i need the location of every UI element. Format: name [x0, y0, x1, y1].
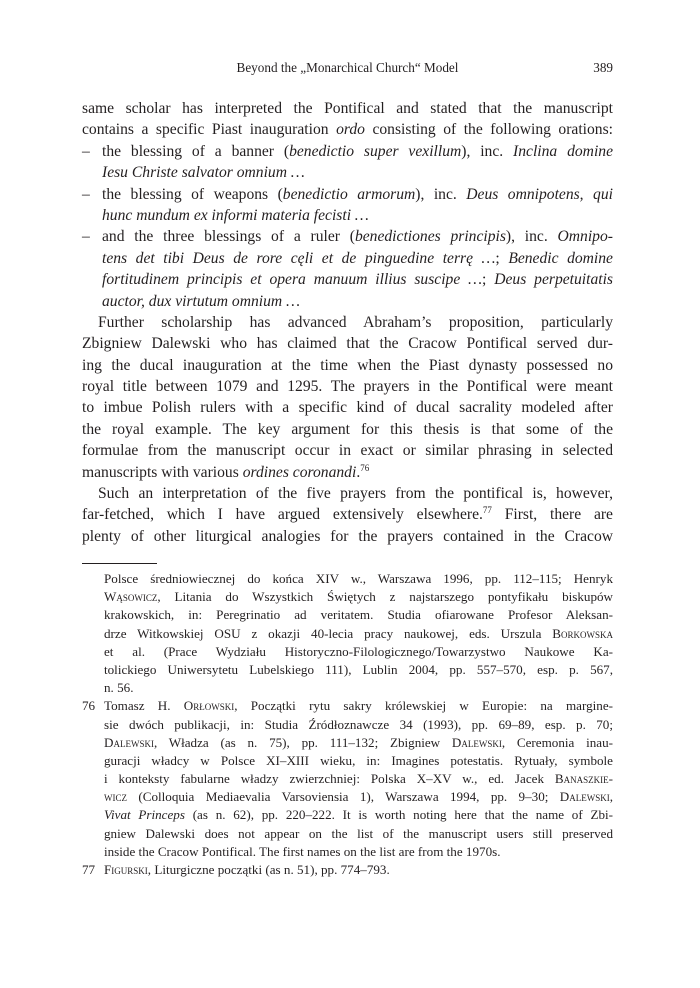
- author-name: Wąsowicz: [104, 589, 158, 605]
- text-run: ,: [609, 789, 613, 805]
- text-line: [82, 119, 613, 140]
- italic-term: benedictiones principis: [354, 228, 506, 246]
- italic-term: benedictio super vexillum: [289, 142, 462, 160]
- author-name: Dalewski: [451, 734, 502, 750]
- text-run: contains a specific Piast inauguration: [82, 121, 337, 139]
- italic-term: Inclina domine: [513, 142, 613, 160]
- text-line: royal title between 1079 and 1295. The prayers in the Pontifical were meant: [82, 378, 613, 396]
- note-line: [104, 625, 613, 643]
- note-line: n. 56.: [104, 680, 134, 696]
- note-line: sie dwóch publikacji, in: Studia Źródłoznawcze 34 (1993), pp. 69–89, esp. p. 70;: [104, 716, 613, 732]
- running-title: Beyond the „Monarchical Church“ Model: [236, 60, 459, 75]
- note-line: [104, 588, 613, 606]
- note-line: [104, 697, 613, 715]
- main-text: [82, 98, 613, 547]
- text-run: First, there are: [491, 506, 613, 524]
- text-run: drze Witkowskiej OSU z okazji 40-lecia pracy naukowej, eds. Urszula: [104, 625, 553, 641]
- text-run: ;: [495, 249, 509, 267]
- footnote-continued: [82, 570, 613, 697]
- dash-bullet: –: [82, 228, 90, 246]
- text-run: .: [356, 463, 361, 481]
- text-run: consisting of the following orations:: [364, 121, 613, 139]
- text-line: Such an interpretation of the five prayers from the pontifical is, however,: [98, 485, 613, 503]
- italic-term: tens det tibi Deus de rore cęli et de pinguedine terrę …: [102, 249, 496, 267]
- text-run: , Władza (as n. 75), pp. 111–132; Zbigniew: [153, 734, 452, 750]
- text-line: [102, 205, 613, 226]
- text-line: [102, 162, 613, 183]
- italic-term: auctor, dux virtutum omnium …: [102, 292, 300, 310]
- footnote-ref-76[interactable]: 76: [360, 462, 370, 473]
- footnote-number: 76: [82, 698, 96, 714]
- text-run: , Początki rytu sakry królewskiej w Europie: na margine-: [234, 698, 614, 714]
- text-line: [102, 291, 613, 312]
- italic-term: Benedic domine: [508, 249, 613, 267]
- text-run: Tomasz H.: [104, 698, 184, 714]
- footnote-ref-77[interactable]: 77: [482, 505, 492, 516]
- italic-title: Vivat Princeps: [104, 807, 185, 823]
- text-run: , Ceremonia inau-: [501, 734, 614, 750]
- text-run: the blessing of a banner (: [102, 142, 290, 160]
- italic-term: Omnipo-: [557, 228, 613, 246]
- note-line: [104, 734, 613, 752]
- text-run: , Liturgiczne początki (as n. 51), pp. 774–793.: [147, 862, 390, 877]
- note-line: guracji władcy w Polsce XI–XIII wieku, in: Imagines potestatis. Rytuały, symbole: [104, 752, 613, 768]
- note-line: [104, 770, 613, 788]
- italic-term: hunc mundum ex informi materia fecisti …: [102, 206, 369, 224]
- footnote-number: 77: [82, 862, 96, 877]
- text-line: Zbigniew Dalewski who has claimed that the Cracow Pontifical served dur-: [82, 335, 613, 353]
- italic-term: fortitudinem principis et opera manuum illius suscipe …: [102, 271, 483, 289]
- text-run: (Colloquia Mediaevalia Varsoviensia 1), Warszawa 1994, pp. 9–30;: [127, 789, 560, 805]
- text-line: ing the ducal inauguration at the time when the Piast dynasty possessed no: [82, 356, 613, 374]
- running-header: [82, 60, 613, 80]
- text-run: manuscripts with various: [82, 463, 243, 481]
- italic-term: benedictio armorum: [282, 185, 416, 203]
- footnote-separator: [82, 563, 157, 564]
- text-line: same scholar has interpreted the Pontifical and stated that the manuscript: [82, 100, 613, 117]
- text-run: ), inc.: [415, 185, 467, 203]
- italic-term: ordines coronandi: [242, 463, 357, 481]
- text-line: [102, 184, 613, 205]
- text-run: far-fetched, which I have argued extensively elsewhere.: [82, 506, 483, 524]
- text-run: i konteksty fabularne władzy zwierzchniej: Polska X–XV w., ed. Jacek: [104, 771, 555, 787]
- text-run: the blessing of weapons (: [102, 185, 283, 203]
- author-name: wicz: [104, 789, 127, 805]
- note-line: et al. (Prace Wydziału Historyczno-Filologicznego/Towarzystwo Naukowe Ka-: [104, 643, 613, 659]
- note-line: inside the Cracow Pontifical. The first names on the list are from the 1970s.: [104, 843, 501, 859]
- footnote-77: [82, 861, 613, 879]
- text-line: [102, 248, 613, 269]
- text-line: plenty of other liturgical analogies for the prayers contained in the Cracow: [82, 527, 613, 545]
- note-line: krakowskich, in: Peregrinatio ad veritatem. Studia ofiarowane Profesor Aleksan-: [104, 607, 613, 623]
- text-line: the royal example. The key argument for this thesis is that some of the: [82, 420, 613, 438]
- italic-term: Iesu Christe salvator omnium …: [102, 164, 305, 182]
- list-item: [82, 141, 613, 184]
- text-line: Further scholarship has advanced Abraham’s proposition, particularly: [98, 313, 613, 331]
- author-name: Dalewski: [559, 789, 610, 805]
- dash-bullet: –: [82, 142, 90, 160]
- text-line: [102, 141, 613, 162]
- text-line: [102, 226, 613, 247]
- list-item: [82, 226, 613, 312]
- text-run: , Litania do Wszystkich Świętych z najstarszego pontyfikału biskupów: [157, 589, 613, 605]
- text-run: and the three blessings of a ruler (: [102, 228, 355, 246]
- dash-bullet: –: [82, 185, 90, 203]
- text-run: ), inc.: [461, 142, 514, 160]
- text-line: [82, 504, 613, 525]
- text-line: [82, 462, 613, 483]
- page-number: 389: [593, 60, 613, 75]
- footnote-76: [82, 697, 613, 861]
- author-name: Borkowska: [552, 625, 613, 641]
- italic-term: Deus omnipotens, qui: [466, 185, 613, 203]
- author-name: Banaszkie-: [554, 771, 613, 787]
- author-name: Dalewski: [104, 734, 154, 750]
- footnotes: [82, 570, 613, 879]
- italic-term: ordo: [336, 121, 365, 139]
- text-run: ), inc.: [505, 228, 558, 246]
- text-line: formulae from the manuscript occur in exact or similar phrasing in selected: [82, 442, 613, 460]
- text-run: ;: [482, 271, 495, 289]
- text-line: to imbue Polish rulers with a specific kind of ducal sacrality modeled after: [82, 399, 613, 417]
- note-line: Polsce średniowiecznej do końca XIV w., Warszawa 1996, pp. 112–115; Henryk: [104, 571, 613, 586]
- note-line: [104, 788, 613, 806]
- note-line: tolickiego Uniwersytetu Lubelskiego 111), Lublin 2004, pp. 557–570, esp. p. 567,: [104, 661, 613, 677]
- note-line: [104, 861, 613, 879]
- text-run: (as n. 62), pp. 220–222. It is worth noting here that the name of Zbi-: [184, 807, 613, 823]
- text-line: [102, 269, 613, 290]
- italic-term: Deus perpetuitatis: [494, 271, 613, 289]
- author-name: Orłowski: [183, 698, 235, 714]
- list-item: [82, 184, 613, 227]
- author-name: Figurski: [104, 862, 148, 877]
- note-line: gniew Dalewski does not appear on the list of the manuscript users still preserved: [104, 825, 613, 841]
- note-line: [104, 806, 613, 824]
